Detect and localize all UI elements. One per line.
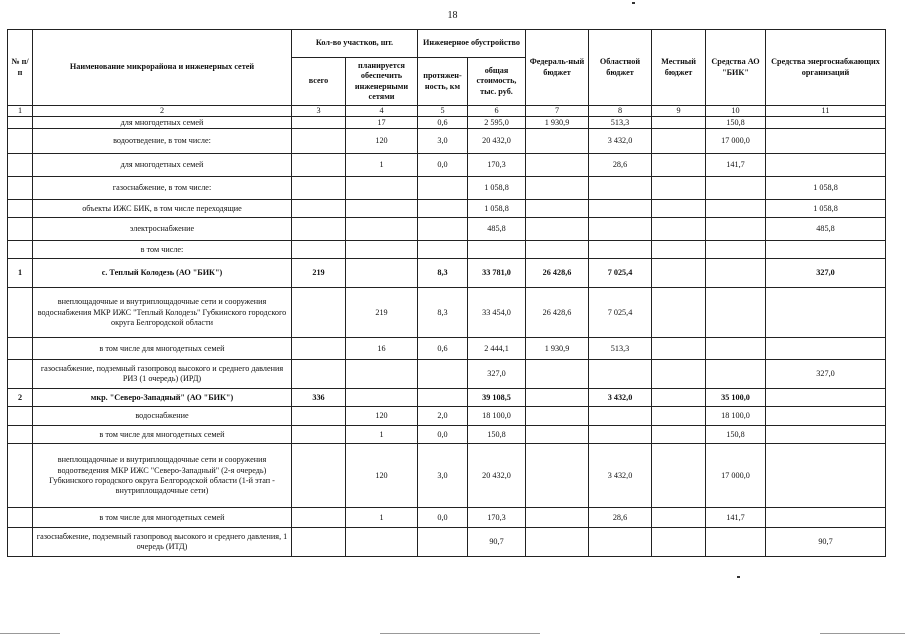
row-name: газоснабжение, подземный газопровод высокого и среднего давления, 1 очередь (ИТД) — [33, 528, 292, 557]
scan-edge-line — [0, 633, 60, 634]
table-row — [8, 360, 886, 389]
investment-table — [7, 29, 886, 557]
total-cost: 90,7 — [468, 528, 526, 557]
bik-funds: 17 000,0 — [706, 444, 766, 508]
local-budget — [652, 259, 706, 288]
energy-funds: 1 058,8 — [766, 200, 886, 218]
energy-funds: 327,0 — [766, 259, 886, 288]
plots-planned: 17 — [346, 117, 418, 129]
header-energy: Средства энергоснабжающих организаций — [766, 30, 886, 106]
row-number — [8, 129, 33, 154]
local-budget — [652, 444, 706, 508]
total-cost: 20 432,0 — [468, 444, 526, 508]
plots-planned — [346, 389, 418, 407]
row-number — [8, 528, 33, 557]
local-budget — [652, 389, 706, 407]
local-budget — [652, 177, 706, 200]
plots-planned — [346, 200, 418, 218]
header-bik: Средства АО "БИК" — [706, 30, 766, 106]
bik-funds — [706, 528, 766, 557]
energy-funds — [766, 444, 886, 508]
regional-budget: 513,3 — [589, 117, 652, 129]
table-row — [8, 508, 886, 528]
total-cost: 2 595,0 — [468, 117, 526, 129]
plots-planned — [346, 177, 418, 200]
length-km — [418, 177, 468, 200]
bik-funds: 141,7 — [706, 508, 766, 528]
row-number — [8, 241, 33, 259]
row-number: 2 — [8, 389, 33, 407]
energy-funds — [766, 241, 886, 259]
table-row — [8, 338, 886, 360]
length-km — [418, 200, 468, 218]
plots-planned: 16 — [346, 338, 418, 360]
bik-funds: 35 100,0 — [706, 389, 766, 407]
column-number: 3 — [292, 106, 346, 117]
table-row — [8, 200, 886, 218]
table-row — [8, 444, 886, 508]
total-cost: 1 058,8 — [468, 177, 526, 200]
federal-budget: 1 930,9 — [526, 117, 589, 129]
local-budget — [652, 288, 706, 338]
total-cost: 2 444,1 — [468, 338, 526, 360]
plots-planned: 1 — [346, 154, 418, 177]
row-name: внеплощадочные и внутриплощадочные сети и сооружения водоснабжения МКР ИЖС "Теплый Колодезь" Губкинского городского округа Белгородской области — [33, 288, 292, 338]
table-row — [8, 241, 886, 259]
total-cost: 170,3 — [468, 508, 526, 528]
federal-budget — [526, 360, 589, 389]
plots-planned: 1 — [346, 508, 418, 528]
plots-planned — [346, 360, 418, 389]
column-numbers-row — [8, 106, 886, 117]
energy-funds: 1 058,8 — [766, 177, 886, 200]
row-name: в том числе для многодетных семей — [33, 426, 292, 444]
row-name: в том числе для многодетных семей — [33, 338, 292, 360]
energy-funds — [766, 407, 886, 426]
row-name: газоснабжение, подземный газопровод высокого и среднего давления РИЗ (1 очередь) (ИРД) — [33, 360, 292, 389]
row-number — [8, 288, 33, 338]
row-number — [8, 360, 33, 389]
bik-funds: 17 000,0 — [706, 129, 766, 154]
federal-budget: 26 428,6 — [526, 288, 589, 338]
total-cost: 485,8 — [468, 218, 526, 241]
plots-total — [292, 200, 346, 218]
regional-budget: 513,3 — [589, 338, 652, 360]
row-name: с. Теплый Колодезь (АО "БИК") — [33, 259, 292, 288]
local-budget — [652, 241, 706, 259]
local-budget — [652, 360, 706, 389]
table-row — [8, 426, 886, 444]
energy-funds — [766, 288, 886, 338]
table-row — [8, 407, 886, 426]
column-number: 5 — [418, 106, 468, 117]
energy-funds — [766, 508, 886, 528]
plots-planned: 120 — [346, 407, 418, 426]
federal-budget — [526, 218, 589, 241]
column-number: 9 — [652, 106, 706, 117]
plots-total: 336 — [292, 389, 346, 407]
plots-total — [292, 241, 346, 259]
length-km: 8,3 — [418, 288, 468, 338]
table-row — [8, 389, 886, 407]
column-number: 7 — [526, 106, 589, 117]
bik-funds — [706, 177, 766, 200]
row-number — [8, 218, 33, 241]
total-cost: 18 100,0 — [468, 407, 526, 426]
length-km: 0,0 — [418, 154, 468, 177]
bik-funds: 150,8 — [706, 426, 766, 444]
regional-budget — [589, 360, 652, 389]
plots-total — [292, 129, 346, 154]
row-name: газоснабжение, в том числе: — [33, 177, 292, 200]
plots-planned: 219 — [346, 288, 418, 338]
plots-total — [292, 288, 346, 338]
length-km: 0,0 — [418, 508, 468, 528]
row-number — [8, 338, 33, 360]
length-km — [418, 389, 468, 407]
plots-total — [292, 177, 346, 200]
local-budget — [652, 154, 706, 177]
energy-funds: 327,0 — [766, 360, 886, 389]
plots-planned — [346, 259, 418, 288]
row-number: 1 — [8, 259, 33, 288]
total-cost: 170,3 — [468, 154, 526, 177]
federal-budget — [526, 241, 589, 259]
bik-funds — [706, 360, 766, 389]
header-local: Местный бюджет — [652, 30, 706, 106]
energy-funds — [766, 129, 886, 154]
federal-budget — [526, 177, 589, 200]
regional-budget: 7 025,4 — [589, 288, 652, 338]
length-km: 0,0 — [418, 426, 468, 444]
scan-edge-line — [380, 633, 540, 634]
table-row — [8, 129, 886, 154]
row-name: водоснабжение — [33, 407, 292, 426]
bik-funds — [706, 218, 766, 241]
table-row — [8, 288, 886, 338]
federal-budget: 26 428,6 — [526, 259, 589, 288]
plots-planned: 120 — [346, 444, 418, 508]
local-budget — [652, 338, 706, 360]
row-number — [8, 177, 33, 200]
scan-edge-line — [820, 633, 905, 634]
local-budget — [652, 528, 706, 557]
table-row — [8, 177, 886, 200]
regional-budget: 28,6 — [589, 508, 652, 528]
federal-budget — [526, 129, 589, 154]
regional-budget: 3 432,0 — [589, 129, 652, 154]
row-name: для многодетных семей — [33, 117, 292, 129]
federal-budget — [526, 508, 589, 528]
column-number: 8 — [589, 106, 652, 117]
plots-planned — [346, 218, 418, 241]
column-number: 4 — [346, 106, 418, 117]
federal-budget — [526, 444, 589, 508]
scan-mark — [632, 2, 635, 4]
header-name: Наименование микрорайона и инженерных сетей — [33, 30, 292, 106]
plots-planned: 120 — [346, 129, 418, 154]
energy-funds — [766, 389, 886, 407]
total-cost: 1 058,8 — [468, 200, 526, 218]
table-row — [8, 528, 886, 557]
row-name: объекты ИЖС БИК, в том числе переходящие — [33, 200, 292, 218]
local-budget — [652, 200, 706, 218]
regional-budget — [589, 200, 652, 218]
local-budget — [652, 129, 706, 154]
energy-funds — [766, 117, 886, 129]
plots-planned: 1 — [346, 426, 418, 444]
energy-funds: 90,7 — [766, 528, 886, 557]
total-cost: 20 432,0 — [468, 129, 526, 154]
plots-planned — [346, 528, 418, 557]
length-km: 8,3 — [418, 259, 468, 288]
row-name: в том числе: — [33, 241, 292, 259]
plots-planned — [346, 241, 418, 259]
row-number — [8, 444, 33, 508]
bik-funds — [706, 338, 766, 360]
plots-total — [292, 444, 346, 508]
bik-funds: 18 100,0 — [706, 407, 766, 426]
total-cost — [468, 241, 526, 259]
column-number: 1 — [8, 106, 33, 117]
regional-budget — [589, 426, 652, 444]
length-km — [418, 218, 468, 241]
energy-funds — [766, 338, 886, 360]
header-num: № п/п — [8, 30, 33, 106]
row-name: электроснабжение — [33, 218, 292, 241]
length-km: 0,6 — [418, 338, 468, 360]
row-number — [8, 117, 33, 129]
bik-funds — [706, 288, 766, 338]
header-length: протяжен-ность, км — [418, 58, 468, 106]
bik-funds — [706, 259, 766, 288]
federal-budget — [526, 426, 589, 444]
header-total: всего — [292, 58, 346, 106]
plots-total — [292, 218, 346, 241]
scan-mark — [737, 576, 740, 578]
bik-funds: 150,8 — [706, 117, 766, 129]
regional-budget: 3 432,0 — [589, 389, 652, 407]
row-number — [8, 200, 33, 218]
regional-budget — [589, 218, 652, 241]
regional-budget: 3 432,0 — [589, 444, 652, 508]
row-name: мкр. "Северо-Западный" (АО "БИК") — [33, 389, 292, 407]
energy-funds: 485,8 — [766, 218, 886, 241]
local-budget — [652, 508, 706, 528]
header-federal: Федераль-ный бюджет — [526, 30, 589, 106]
row-number — [8, 154, 33, 177]
plots-total — [292, 426, 346, 444]
federal-budget — [526, 200, 589, 218]
federal-budget — [526, 154, 589, 177]
table-row — [8, 259, 886, 288]
regional-budget — [589, 407, 652, 426]
total-cost: 33 781,0 — [468, 259, 526, 288]
table-row — [8, 218, 886, 241]
row-number — [8, 508, 33, 528]
regional-budget — [589, 177, 652, 200]
total-cost: 39 108,5 — [468, 389, 526, 407]
local-budget — [652, 426, 706, 444]
energy-funds — [766, 426, 886, 444]
column-number: 2 — [33, 106, 292, 117]
federal-budget — [526, 407, 589, 426]
plots-total — [292, 154, 346, 177]
row-number — [8, 426, 33, 444]
regional-budget: 28,6 — [589, 154, 652, 177]
plots-total: 219 — [292, 259, 346, 288]
regional-budget — [589, 528, 652, 557]
length-km: 3,0 — [418, 444, 468, 508]
row-name: водоотведение, в том числе: — [33, 129, 292, 154]
bik-funds — [706, 200, 766, 218]
local-budget — [652, 117, 706, 129]
total-cost: 327,0 — [468, 360, 526, 389]
header-planned: планируется обеспечить инженерными сетями — [346, 58, 418, 106]
plots-total — [292, 528, 346, 557]
table-row — [8, 154, 886, 177]
row-name: в том числе для многодетных семей — [33, 508, 292, 528]
length-km — [418, 241, 468, 259]
regional-budget: 7 025,4 — [589, 259, 652, 288]
bik-funds: 141,7 — [706, 154, 766, 177]
energy-funds — [766, 154, 886, 177]
plots-total — [292, 508, 346, 528]
bik-funds — [706, 241, 766, 259]
row-number — [8, 407, 33, 426]
local-budget — [652, 218, 706, 241]
page-number: 18 — [447, 10, 458, 21]
local-budget — [652, 407, 706, 426]
length-km — [418, 360, 468, 389]
plots-total — [292, 117, 346, 129]
plots-total — [292, 360, 346, 389]
length-km — [418, 528, 468, 557]
plots-total — [292, 407, 346, 426]
header-regional: Областной бюджет — [589, 30, 652, 106]
length-km: 2,0 — [418, 407, 468, 426]
federal-budget — [526, 528, 589, 557]
column-number: 10 — [706, 106, 766, 117]
table-row — [8, 117, 886, 129]
header-plots-group: Кол-во участков, шт. — [292, 30, 418, 58]
length-km: 0,6 — [418, 117, 468, 129]
federal-budget — [526, 389, 589, 407]
plots-total — [292, 338, 346, 360]
regional-budget — [589, 241, 652, 259]
header-eng-group: Инженерное обустройство — [418, 30, 526, 58]
column-number: 11 — [766, 106, 886, 117]
total-cost: 33 454,0 — [468, 288, 526, 338]
column-number: 6 — [468, 106, 526, 117]
length-km: 3,0 — [418, 129, 468, 154]
row-name: внеплощадочные и внутриплощадочные сети и сооружения водоотведения МКР ИЖС "Северо-Западный" (2-я очередь) Губкинского городского округа Белгородской области (1-й этап - внутриплощадочные сети) — [33, 444, 292, 508]
row-name: для многодетных семей — [33, 154, 292, 177]
header-cost: общая стоимость, тыс. руб. — [468, 58, 526, 106]
federal-budget: 1 930,9 — [526, 338, 589, 360]
total-cost: 150,8 — [468, 426, 526, 444]
